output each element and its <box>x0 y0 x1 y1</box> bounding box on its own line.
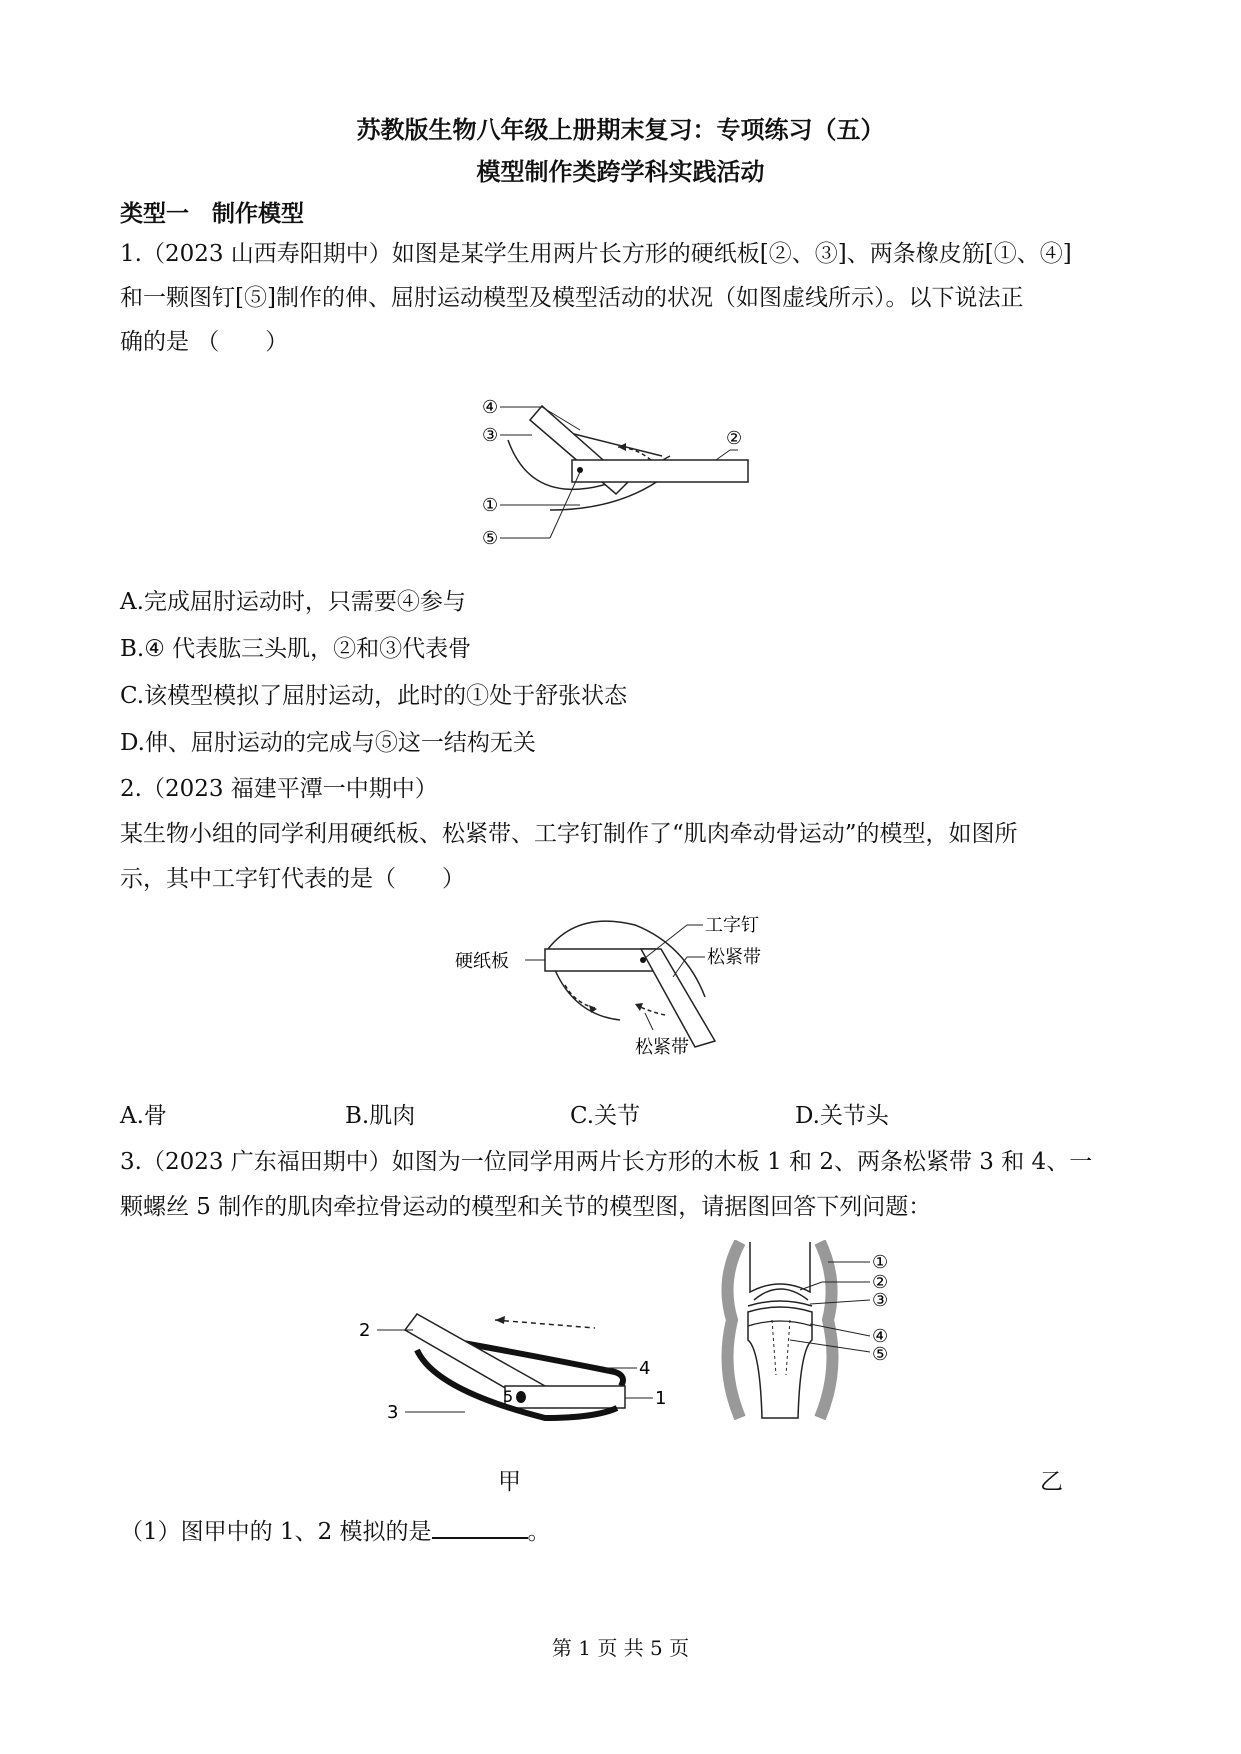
answer-blank[interactable] <box>432 1515 528 1539</box>
q1-fig-label: ② <box>726 428 743 449</box>
q1-option-a: A.完成屈肘运动时，只需要④参与 <box>120 589 466 615</box>
q2-option-d: D.关节头 <box>795 1103 889 1129</box>
page-footer: 第 1 页 共 5 页 <box>551 1636 690 1660</box>
q2-option-c: C.关节 <box>570 1103 641 1129</box>
q2-label-pin: 工字钉 <box>705 915 759 936</box>
q2-text-line1: 2.（2023 福建平潭一中期中） <box>120 776 438 802</box>
doc-title: 苏教版生物八年级上册期末复习：专项练习（五） <box>356 115 885 144</box>
q2-option-b: B.肌肉 <box>345 1103 416 1129</box>
q2-label-band-upper: 松紧带 <box>707 947 761 968</box>
q3-subquestion-1 <box>120 1513 551 1546</box>
q3-fig-a-label: 2 <box>359 1320 371 1341</box>
q3-fig-a-label: 5 <box>503 1387 514 1406</box>
q1-fig-label: ③ <box>482 425 499 446</box>
q3-fig-a-label: 1 <box>655 1388 667 1409</box>
q1-text-line1: 1.（2023 山西寿阳期中）如图是某学生用两片长方形的硬纸板[②、③]、两条橡皮筋[①、④] <box>120 241 1072 267</box>
q1-option-c: C.该模型模拟了屈肘运动，此时的①处于舒张状态 <box>120 683 628 709</box>
q3-fig-a-label: 3 <box>387 1402 399 1423</box>
q1-fig-label: ⑤ <box>482 528 499 549</box>
q1-option-d: D.伸、屈肘运动的完成与⑤这一结构无关 <box>120 730 536 756</box>
q2-option-a: A.骨 <box>120 1103 167 1129</box>
q3-fig-b-label: ① <box>872 1252 889 1273</box>
q3-sub1-suffix: 。 <box>527 1519 551 1545</box>
q1-option-b: B.④ 代表肱三头肌，②和③代表骨 <box>120 636 472 662</box>
q2-label-board: 硬纸板 <box>455 951 509 972</box>
q1-fig-label: ④ <box>482 397 499 418</box>
q3-fig-b-label: ⑤ <box>872 1344 889 1365</box>
q3-fig-b-label: ④ <box>872 1326 889 1347</box>
q3-figure-jia <box>355 1300 675 1430</box>
q3-text-line2: 颗螺丝 5 制作的肌肉牵拉骨运动的模型和关节的模型图，请据图回答下列问题： <box>120 1194 932 1220</box>
q3-fig-a-label: 4 <box>639 1358 651 1379</box>
doc-subtitle: 模型制作类跨学科实践活动 <box>476 157 765 186</box>
q3-fig-b-label: ③ <box>872 1290 889 1311</box>
q1-elbow-model-figure <box>480 390 760 550</box>
q1-text-line3: 确的是 （ ） <box>120 329 289 355</box>
section-heading: 类型一 制作模型 <box>120 201 304 227</box>
q3-figure-yi <box>710 1240 910 1420</box>
q3-caption-yi: 乙 <box>1040 1469 1063 1495</box>
q1-text-line2: 和一颗图钉[⑤]制作的伸、屈肘运动模型及模型活动的状况（如图虚线所示）。以下说法正 <box>120 285 1024 311</box>
q3-sub1-prefix: （1）图甲中的 1、2 模拟的是 <box>120 1519 432 1545</box>
q3-caption-jia: 甲 <box>498 1469 521 1495</box>
q2-label-band-lower: 松紧带 <box>635 1037 689 1058</box>
q2-text-line2: 某生物小组的同学利用硬纸板、松紧带、工字钉制作了“肌肉牵动骨运动”的模型，如图所 <box>120 821 1018 847</box>
q3-fig-b-label: ② <box>872 1272 889 1293</box>
q2-text-line3: 示，其中工字钉代表的是（ ） <box>120 866 465 892</box>
q1-fig-label: ① <box>482 495 499 516</box>
q3-text-line1: 3.（2023 广东福田期中）如图为一位同学用两片长方形的木板 1 和 2、两条松紧带 3 和 4、一 <box>120 1149 1093 1175</box>
q2-muscle-bone-model-figure <box>455 905 795 1065</box>
